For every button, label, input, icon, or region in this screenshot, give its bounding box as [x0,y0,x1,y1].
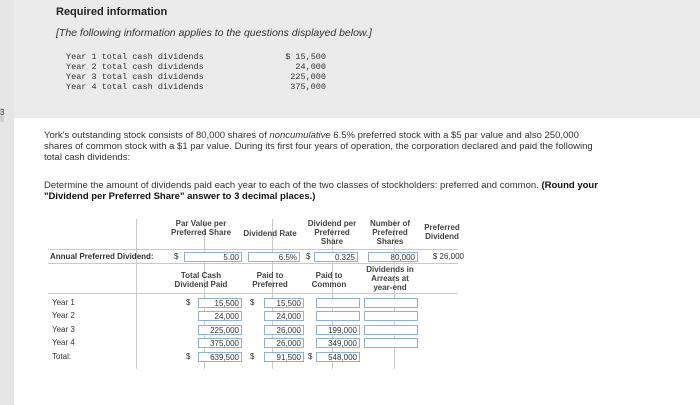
header-par-value: Par Value per Preferred Share [170,219,232,237]
instruction-bold: (Round your [541,180,598,191]
paid-preferred-total[interactable]: 91,500 [264,352,304,362]
arrears-input-year-2[interactable] [364,311,418,321]
paid-common-input-year-3[interactable]: 199,000 [316,325,360,335]
paid-common-input-year-4[interactable]: 349,000 [316,338,360,348]
dividend-year-amount: 24,000 [295,62,326,72]
total-cash-input-year-4[interactable]: 375,000 [198,338,242,348]
row-label-total: Total: [52,352,72,361]
dividends-list-row [66,52,326,62]
required-info-title: Required information [56,6,168,18]
grid-line [48,293,458,294]
row-label-year-3: Year 3 [52,325,75,334]
header-number-of-preferred-shares: Number of Preferred Shares [370,219,410,246]
paid-common-input-year-2[interactable] [316,311,360,321]
problem-text: 6.5% preferred stock with a $5 par value and also 250,000 [330,130,579,141]
dividends-list-row [66,72,326,82]
paid-preferred-input-year-1[interactable]: 15,500 [264,298,304,308]
paid-preferred-input-year-4[interactable]: 26,000 [264,338,304,348]
currency-symbol: $ [308,352,313,361]
dividend-year-label: Year 3 total cash dividends [66,72,204,82]
total-cash-input-year-1[interactable]: 15,500 [198,298,242,308]
total-cash-input-year-3[interactable]: 225,000 [198,325,242,335]
preferred-dividend-value: $ 26,000 [432,252,464,261]
row-label-year-1: Year 1 [52,298,75,307]
dividend-per-share-input[interactable]: 0.325 [314,252,358,262]
currency-symbol: $ [186,352,191,361]
dividend-year-amount: 375,000 [290,82,326,92]
dividends-list [66,52,326,92]
required-info-subtitle: [The following information applies to the questions displayed below.] [56,27,372,39]
currency-symbol: $ [250,298,255,307]
header-preferred-dividend: Preferred Dividend [424,223,460,241]
question-card [14,0,700,405]
problem-text: shares of common stock with a $1 par value. During its first four years of operation, the corporation declared and paid the following [44,141,593,152]
par-value-input[interactable]: 5.00 [184,252,242,262]
total-cash-total[interactable]: 639,500 [198,352,242,362]
header-dividend-rate: Dividend Rate [243,229,297,238]
arrears-input-year-3[interactable] [364,325,418,335]
currency-symbol: $ [186,298,191,307]
dividend-year-amount: $ 15,500 [285,52,326,62]
problem-text: total cash dividends: [44,152,131,163]
instruction-text: Determine the amount of dividends paid each year to each of the two classes of stockholders: preferred and common. [44,180,542,191]
header-total-cash-dividend: Total Cash Dividend Paid [174,271,228,289]
arrears-input-year-1[interactable] [364,298,418,308]
paid-common-input-year-1[interactable] [316,298,360,308]
paid-common-total[interactable]: 548,000 [316,352,360,362]
total-cash-input-year-2[interactable]: 24,000 [198,311,242,321]
header-dividend-per-preferred-share: Dividend per Preferred Share [307,219,357,246]
annual-preferred-dividend-label: Annual Preferred Dividend: [50,252,154,261]
row-label-year-2: Year 2 [52,311,75,320]
header-paid-to-common: Paid to Common [311,271,347,289]
currency-symbol: $ [306,252,311,261]
instruction-bold: "Dividend per Preferred Share" answer to 3 decimal places.) [44,191,316,202]
problem-statement [44,130,674,163]
dividend-table [48,219,468,369]
grid-line [136,219,137,369]
dividends-list-row [66,82,326,92]
header-paid-to-preferred: Paid to Preferred [252,271,288,289]
header-dividends-in-arrears: Dividends in Arrears at year-end [366,265,414,292]
row-label-year-4: Year 4 [52,338,75,347]
grid-line [48,263,458,264]
currency-symbol: $ [174,252,179,261]
arrears-input-year-4[interactable] [364,338,418,348]
problem-text-italic: noncumulative [269,130,331,141]
currency-symbol: $ [250,352,255,361]
required-info-panel [14,0,700,118]
dividend-year-amount: 225,000 [290,72,326,82]
page-edge-marker: 3 [0,108,4,122]
paid-preferred-input-year-2[interactable]: 24,000 [264,311,304,321]
instruction [44,180,674,202]
paid-preferred-input-year-3[interactable]: 26,000 [264,325,304,335]
grid-line [48,249,458,250]
dividends-list-row [66,62,326,72]
dividend-year-label: Year 4 total cash dividends [66,82,204,92]
dividend-year-label: Year 1 total cash dividends [66,52,204,62]
dividend-year-label: Year 2 total cash dividends [66,62,204,72]
dividend-rate-input[interactable]: 6.5% [248,252,300,262]
problem-text: York's outstanding stock consists of 80,000 shares of [44,130,270,141]
preferred-shares-input[interactable]: 80,000 [368,252,418,262]
